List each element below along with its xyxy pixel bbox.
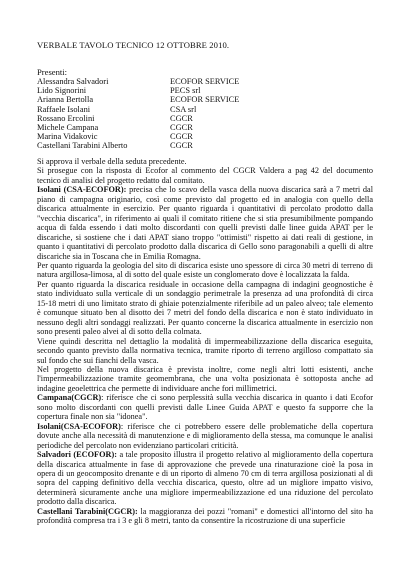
paragraph: [37, 261, 373, 280]
paragraph: [37, 166, 373, 185]
speaker-label: Castellani Tarabini(CGCR):: [37, 506, 138, 516]
attendee-org: CGCR: [170, 113, 193, 123]
attendee-row: [37, 123, 277, 132]
attendee-row: [37, 105, 277, 114]
document-title: VERBALE TAVOLO TECNICO 12 OTTOBRE 2010.: [37, 40, 230, 50]
paragraph: [37, 365, 373, 393]
attendee-row: [37, 132, 277, 141]
attendee-name: Rossano Ercolini: [37, 113, 95, 123]
paragraph-text: Si prosegue con la risposta di Ecofor al commento del CGCR Valdera a pag 42 del documento tecnico di analisi del progetto redatto dal comitato.: [37, 166, 373, 185]
paragraph-text: : riferisce che ci potrebbero essere delle problematiche della copertura dovute anche alla necessità di manutenzione e di miglioramento della stessa, ma comunque le analisi periodiche del percolato non evidenziano particolari criticità.: [37, 421, 373, 450]
paragraph-text: precisa che lo scavo della vasca della nuova discarica sarà a 7 metri dal piano di campagna originario, così come previsto dal progetto ed in analogia con quello della discarica attualmente in esercizio. Per quanto riguarda i quantitativi di percolato prodotto dalla "vecchia discarica", in riferimento ai quali il comitato ritiene che si stia presumibilmente pompando acqua di falda essendo i dati molto discordanti con quelli previsti dalle linee guida APAT per le discariche, si sostiene che i dati APAT siano troppo "ottimisti" rispetto ai dati reali di gestione, in quanto i quantitativi di percolato prodotto dalla discarica di Gello sono paragonabili a quelli di altre discariche sia in Toscana che in Emilia Romagna.: [37, 185, 373, 261]
attendee-name: Marina Vidakovic: [37, 132, 98, 142]
attendees-list: [37, 77, 277, 151]
speaker-label: Isolani (CSA-ECOFOR):: [37, 185, 127, 195]
attendee-name: Lido Signorini: [37, 86, 87, 96]
attendee-org: CGCR: [170, 122, 193, 132]
paragraph-text: Si approva il verbale della seduta precedente.: [37, 157, 187, 166]
attendee-name: Alessandra Salvadori: [37, 77, 109, 86]
paragraph-text: Nel progetto della nuova discarica è prevista inoltre, come negli altri lotti esistenti, anche l'impermeabilizzazione tramite geomembrana, che una volta posizionata è sottoposta anche ad indagine geoelettrica che permette di individuare anche fori millimetrici.: [37, 364, 373, 393]
attendee-name: Michele Campana: [37, 122, 99, 132]
speaker-label: Isolani(CSA-ECOFOR): [37, 421, 121, 431]
attendee-row: [37, 95, 277, 104]
paragraph-text: Per quanto riguarda la discarica residuale in occasione della campagna di indagini geognostiche è stato individuato sulla verticale di un sondaggio perimetrale la presenza ad una profondità di circa 15-18 metri di uno limitato strato di ghiaie potenzialmente riferibile ad un paleo alveo; tale elemento è comunque situato ben al disotto dei 7 metri del fondo della discarica e non è stato individuato in nessuno degli altri sondaggi realizzati. Per quanto concerne la discarica attualmente in esercizio non sono presenti paleo alvei al di sotto della colmata.: [37, 279, 373, 337]
attendee-name: Raffaele Isolani: [37, 104, 91, 114]
paragraph-text: Viene quindi descritta nel dettaglio la modalità di impermeabilizzazione della discarica eseguita, secondo quanto previsto dalla normativa tecnica, tramite riporto di terreno argilloso compattato sia sul fondo che sui fianchi della vasca.: [37, 336, 373, 365]
speaker-label: Salvadori (ECOFOR):: [37, 450, 117, 460]
minutes-body: [37, 157, 373, 526]
paragraph-text: : riferisce che ci sono perplessità sulla vecchia discarica in quanto i dati Ecofor sono molto discordanti con quelli previsti dalle Linee Guida APAT e questo fa supporre che la copertura finale non sia "idonea".: [37, 393, 373, 422]
attendees-label: Presenti:: [37, 67, 68, 77]
attendee-row: [37, 86, 277, 95]
attendee-org: PECS srl: [170, 86, 201, 96]
attendee-org: ECOFOR SERVICE: [170, 77, 240, 86]
attendee-row: [37, 141, 277, 150]
paragraph-text: a tale proposito illustra il progetto relativo al miglioramento della copertura della discarica attualmente in fase di approvazione che prevede una rinaturazione cioè la posa in opera di un geocomposito drenante e di un riporto di almeno 70 cm di terra argillosa posizionati al di sopra del capping definitivo della vecchia discarica, questo, oltre ad un migliore impatto visivo, determinerà sicuramente anche una migliore impermeabilizzazione ed una riduzione del percolato prodotto dalla discarica.: [37, 450, 373, 507]
paragraph-text: Per quanto riguarda la geologia del sito di discarica esiste uno spessore di circa 30 metri di terreno di natura argillosa-limosa, al di sotto del quale esiste un conglomerato dove è localizzata la falda.: [37, 260, 373, 280]
paragraph: [37, 422, 373, 450]
attendee-org: CGCR: [170, 141, 193, 151]
attendee-row: [37, 77, 277, 86]
attendee-org: ECOFOR SERVICE: [170, 95, 240, 105]
paragraph: [37, 393, 373, 421]
attendee-org: CSA srl: [170, 104, 197, 114]
paragraph: [37, 280, 373, 337]
attendee-org: CGCR: [170, 132, 193, 142]
paragraph: [37, 507, 373, 526]
speaker-label: Campana(CGCR): [37, 393, 102, 403]
paragraph-text: la maggioranza dei pozzi "romani" e domestici all'intorno del sito ha profondità compresa tra i 3 e gli 8 metri, tanto da consentire la ricostruzione di una superficie: [37, 506, 373, 526]
attendee-row: [37, 114, 277, 123]
attendee-name: Arianna Bertolla: [37, 95, 94, 105]
paragraph: [37, 450, 373, 507]
paragraph: [37, 185, 373, 261]
attendee-name: Castellani Tarabini Alberto: [37, 141, 128, 151]
paragraph: [37, 337, 373, 365]
paragraph: [37, 157, 373, 166]
